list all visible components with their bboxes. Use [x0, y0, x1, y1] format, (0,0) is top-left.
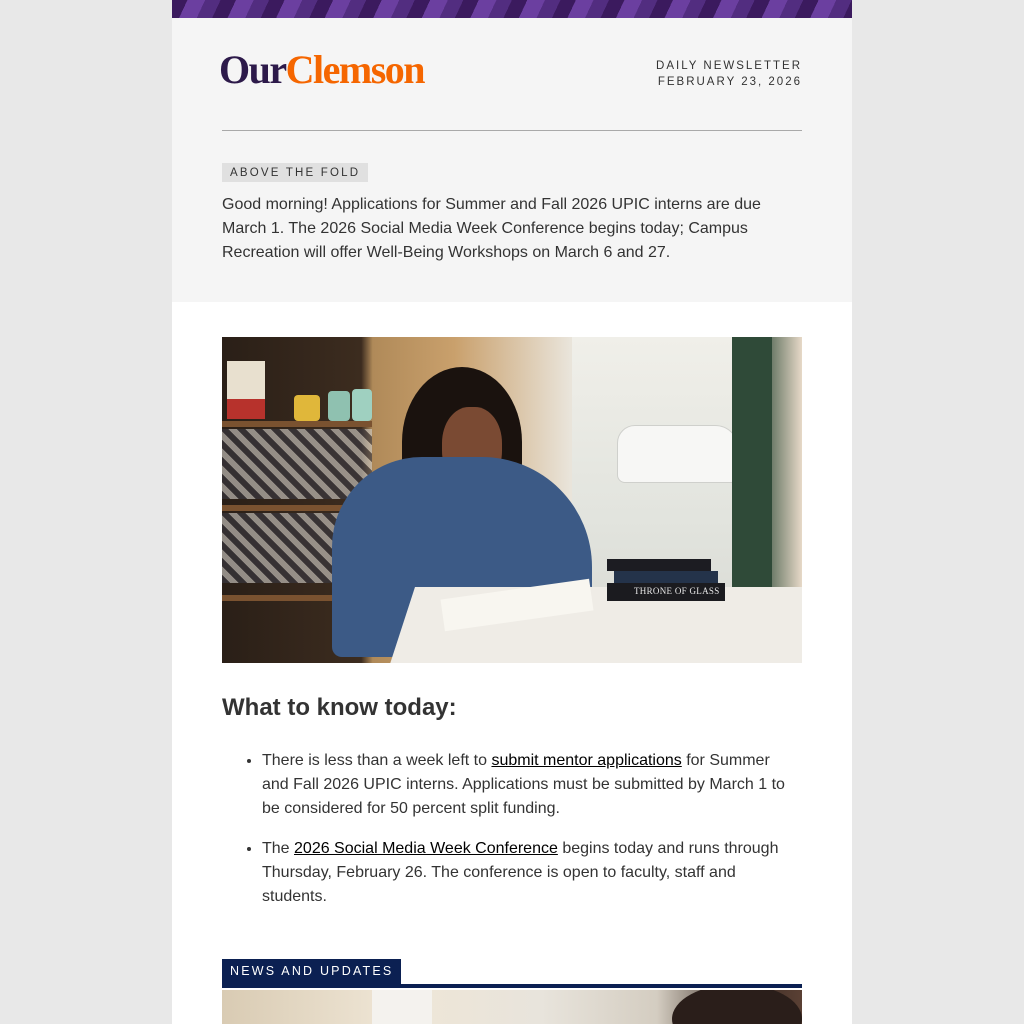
coffee-bag-label — [227, 399, 265, 419]
hero-image[interactable] — [222, 337, 802, 663]
above-the-fold-text: Good morning! Applications for Summer and Fall 2026 UPIC interns are due March 1. The 2026 Social Media Week Conference begins today; Campus Recreation will offer Well-Being Workshops on March 6 and 27. — [222, 196, 761, 261]
news-story-image[interactable] — [222, 990, 802, 1024]
masthead — [219, 18, 802, 130]
item-text: The — [262, 840, 295, 857]
list-item — [262, 837, 802, 909]
parked-car — [617, 425, 739, 483]
item-text: for Summer and Fall 2026 UPIC interns. Applications must be submitted by March 1 to be considered for 50 percent split funding. — [262, 752, 785, 817]
mug — [352, 389, 372, 421]
decorative-top-band — [172, 0, 852, 18]
header-divider — [222, 130, 802, 131]
mug — [328, 391, 350, 421]
book-spine-title: THRONE OF GLASS — [634, 586, 720, 596]
issue-label: DAILY NEWSLETTER — [656, 60, 802, 72]
logo-clemson: Clemson — [285, 47, 425, 92]
item-text: There is less than a week left to — [262, 752, 492, 769]
issue-info — [656, 58, 802, 90]
above-the-fold-tag: ABOVE THE FOLD — [222, 163, 368, 182]
book-stack — [614, 571, 718, 583]
tile-backsplash — [222, 429, 372, 499]
list-item — [262, 749, 802, 821]
window-frame — [732, 337, 772, 617]
mug — [294, 395, 320, 421]
photo-detail — [372, 990, 432, 1024]
logo-our: Our — [219, 47, 286, 92]
what-to-know-heading: What to know today: — [222, 694, 457, 721]
social-media-week-link[interactable]: 2026 Social Media Week Conference — [294, 840, 558, 857]
ourclemson-logo[interactable] — [219, 47, 425, 92]
submit-mentor-applications-link[interactable]: submit mentor applications — [491, 752, 682, 769]
newsletter-email — [172, 0, 852, 1024]
what-to-know-list — [222, 749, 802, 909]
main-content — [172, 302, 852, 1024]
item-text: begins today and runs through Thursday, February 26. The conference is open to faculty, staff and students. — [262, 840, 779, 905]
news-section-header — [222, 955, 802, 988]
photo-person — [672, 990, 802, 1024]
issue-date: FEBRUARY 23, 2026 — [657, 76, 802, 88]
shelf — [222, 421, 372, 427]
header-block — [172, 18, 852, 302]
book-stack — [607, 559, 711, 571]
news-and-updates-tag: NEWS AND UPDATES — [222, 959, 401, 984]
